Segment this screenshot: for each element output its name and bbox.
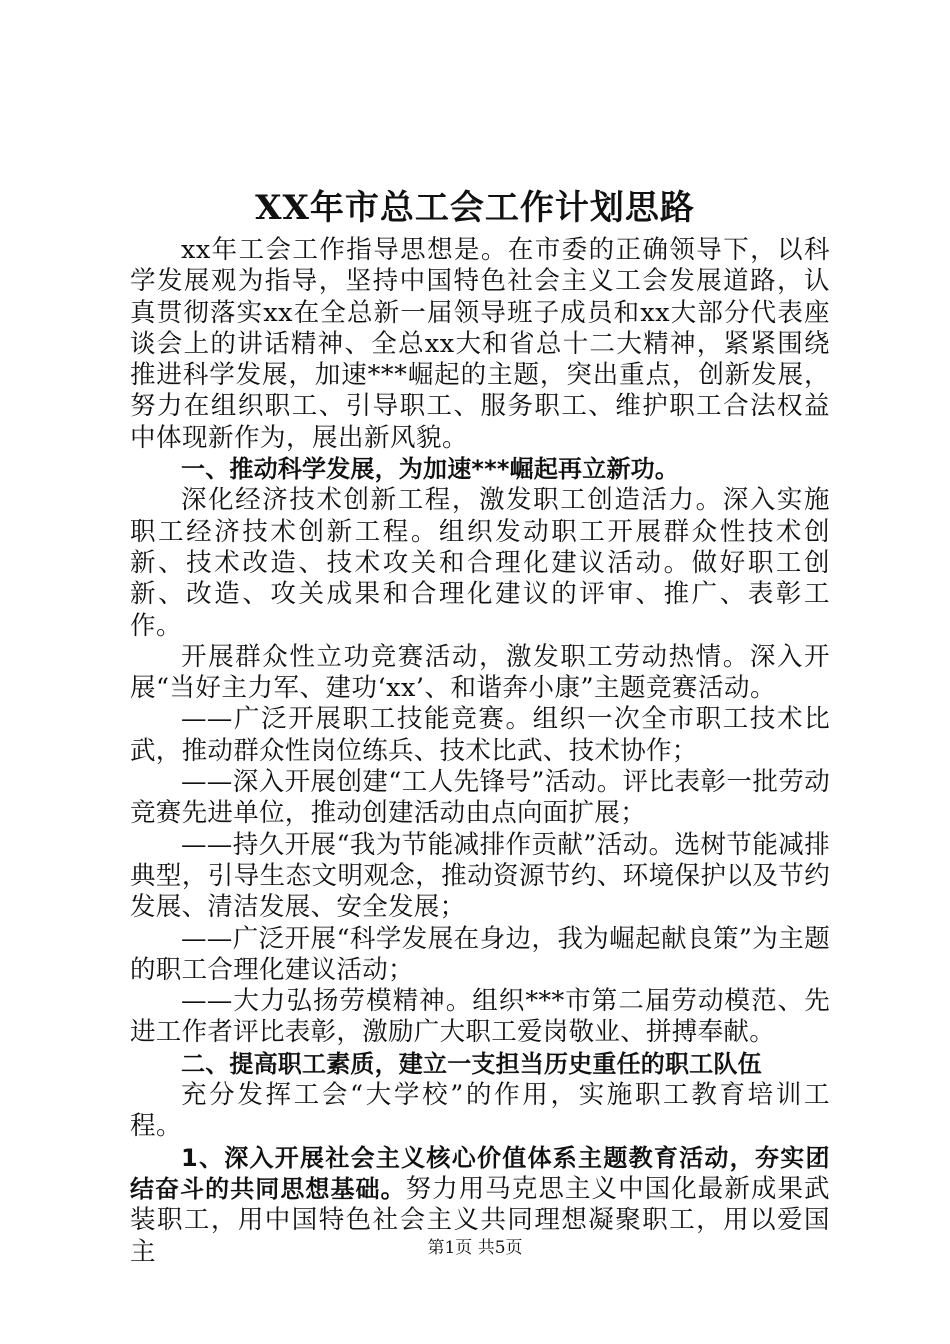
paragraph-guiding-thought: xx年工会工作指导思想是。在市委的正确领导下，以科学发展观为指导，坚持中国特色社会主义工会发展道路，认真贯彻落实xx在全总新一届领导班子成员和xx大部分代表座谈会上的讲话精神、全总xx大和省总十二大精神，紧紧围绕推进科学发展，加速***崛起的主题，突出重点，创新发展，努力在组织职工、引导职工、服务职工、维护职工合法权益中体现新作为，展出新风貌。	[130, 235, 830, 453]
dash-item-skills: ——广泛开展职工技能竞赛。组织一次全市职工技术比武，推动群众性岗位练兵、技术比武、技术协作；	[130, 704, 830, 766]
section-heading-1: 一、推动科学发展，为加速***崛起再立新功。	[181, 455, 680, 484]
paragraph-innovation: 深化经济技术创新工程，激发职工创造活力。深入实施职工经济技术创新工程。组织发动职工开展群众性技术创新、技术改造、技术攻关和合理化建议活动。做好职工创新、改造、攻关成果和合理化建议的评审、推广、表彰工作。	[130, 485, 830, 641]
page-footer: 第1页 共5页	[427, 1238, 523, 1258]
document-body	[130, 235, 830, 1268]
core-values-text: 努力用马克思主义中国化最新成果武装职工，用中国特色社会主义共同理想凝聚职工，用以爱国主	[130, 1173, 830, 1267]
dash-item-energy: ——持久开展“我为节能减排作贡献”活动。选树节能减排典型，引导生态文明观念，推动资源节约、环境保护以及节约发展、清洁发展、安全发展；	[130, 829, 830, 923]
paragraph-competition: 开展群众性立功竞赛活动，激发职工劳动热情。深入开展“当好主力军、建功‘xx’、和谐奔小康”主题竞赛活动。	[130, 641, 830, 704]
paragraph-training: 充分发挥工会“大学校”的作用，实施职工教育培训工程。	[130, 1080, 830, 1142]
subheading-core-values: 1、深入开展社会主义核心价值体系主题教育活动，夯实团结奋斗的共同思想基础。	[130, 1143, 830, 1203]
document-title: XX年市总工会工作计划思路	[255, 188, 695, 228]
dash-item-pioneer: ——深入开展创建“工人先锋号”活动。评比表彰一批劳动竞赛先进单位，推动创建活动由点向面扩展；	[130, 767, 830, 829]
section-heading-2: 二、提高职工素质，建立一支担当历史重任的职工队伍	[181, 1049, 762, 1078]
dash-item-suggestions: ——广泛开展“科学发展在身边，我为崛起献良策”为主题的职工合理化建议活动；	[130, 923, 830, 985]
dash-item-model-workers: ——大力弘扬劳模精神。组织***市第二届劳动模范、先进工作者评比表彰，激励广大职工爱岗敬业、拼搏奉献。	[130, 986, 830, 1048]
